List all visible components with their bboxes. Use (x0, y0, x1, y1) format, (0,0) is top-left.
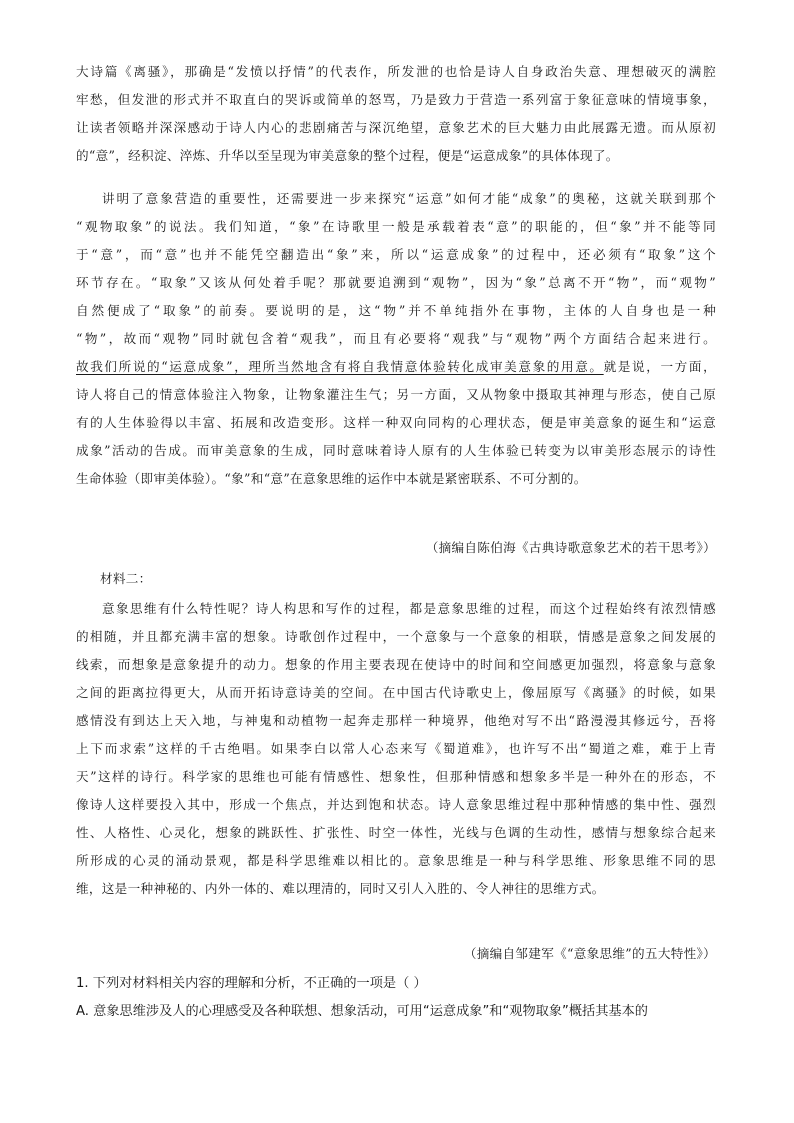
paragraph-guanwu-quxiang (76, 185, 716, 493)
paragraph-continuation (76, 58, 716, 170)
text-segment: 就是说，一方面， (603, 359, 716, 374)
material-2-heading: 材料二： (100, 571, 152, 586)
text-line: 性、人格性、心灵化，想象的跳跃性、扩张性、时空一体性，光线与色调的生动性，感情与想象综合起来 (76, 825, 716, 840)
text-line: 天”这样的诗行。科学家的思维也可能有情感性、想象性，但那种情感和想象多半是一种外在的形态，不 (76, 769, 716, 784)
text-line: “观物取象”的说法。我们知道，“象”在诗歌里一般是承载着表“意”的职能的，但“象”并不能等同 (76, 219, 716, 234)
text-line: 意象思维有什么特性呢？诗人构思和写作的过程，都是意象思维的过程，而这个过程始终有浓烈情感 (102, 601, 716, 616)
text-line: 牢愁，但发泄的形式并不取直白的哭诉或简单的怒骂，乃是致力于营造一系列富于象征意味的情境事象， (76, 92, 716, 107)
source-citation-2: （摘编自邹建军《“意象思维”的五大特性》） (463, 946, 716, 961)
text-line: 感情没有到达上天入地，与神鬼和动植物一起奔走那样一种境界，他绝对写不出“路漫漫其修远兮，吾将 (76, 713, 716, 728)
text-line: 成象”活动的告成。而审美意象的生成，同时意味着诗人原有的人生体验已转变为以审美形态展示的诗性 (76, 443, 716, 458)
text-line: 所形成的心灵的涌动景观，都是科学思维难以相比的。意象思维是一种与科学思维、形象思维不同的思 (76, 853, 716, 868)
text-line: 上下而求索”这样的千古绝唱。如果李白以常人心态来写《蜀道难》，也许写不出“蜀道之难，难于上青 (76, 741, 716, 756)
underlined-sentence: 故我们所说的“运意成象”，理所当然地含有将自我情意体验转化成审美意象的用意。 (76, 359, 604, 374)
text-line: 的相随，并且都充满丰富的想象。诗歌创作过程中，一个意象与一个意象的相联，情感是意象之间发展的 (76, 629, 716, 644)
text-line: 讲明了意象营造的重要性，还需要进一步来探究“运意”如何才能“成象”的奥秘，这就关联到那个 (102, 191, 716, 206)
text-line: 诗人将自己的情意体验注入物象，让物象灌注生气；另一方面，又从物象中摄取其神理与形态，使自己原 (76, 387, 716, 402)
text-line: 的“意”，经积淀、淬炼、升华以至呈现为审美意象的整个过程，便是“运意成象”的具体体现了。 (76, 148, 619, 163)
text-line: 自然便成了“取象”的前奏。要说明的是，这“物”并不单纯指外在事物，主体的人自身也是一种 (76, 303, 716, 318)
text-line: 环节存在。“取象”又该从何处着手呢？那就要追溯到“观物”，因为“象”总离不开“物”，而“观物” (76, 275, 716, 290)
text-line: 生命体验（即审美体验）。“象”和“意”在意象思维的运作中本就是紧密联系、不可分割的。 (76, 471, 587, 486)
text-line: “物”，故而“观物”同时就包含着“观我”，而且有必要将“观我”与“观物”两个方面结合起来进行。 (76, 331, 716, 346)
question-1-stem: 1. 下列对材料相关内容的理解和分析，不正确的一项是（ ） (76, 976, 427, 991)
text-line: 让读者领略并深深感动于诗人内心的悲剧痛苦与深沉绝望，意象艺术的巨大魅力由此展露无遗。而从原初 (76, 120, 716, 135)
paragraph-material-2 (76, 595, 716, 903)
source-citation-1: （摘编自陈伯海《古典诗歌意象艺术的若干思考》） (425, 540, 716, 555)
text-line: 大诗篇《离骚》，那确是“发愤以抒情”的代表作，所发泄的也恰是诗人自身政治失意、理想破灭的满腔 (76, 64, 716, 79)
text-line: 之间的距离拉得更大，从而开拓诗意诗美的空间。在中国古代诗歌史上，像屈原写《离骚》的时候，如果 (76, 685, 716, 700)
text-line: 线索，而想象是意象提升的动力。想象的作用主要表现在使诗中的时间和空间感更加强烈，将意象与意象 (76, 657, 716, 672)
text-line-underlined (76, 353, 716, 381)
text-line: 于“意”，而“意”也并不能凭空翻造出“象”来，所以“运意成象”的过程中，还必须有“取象”这个 (76, 247, 716, 262)
text-line: 维，这是一种神秘的、内外一体的、难以理清的，同时又引人入胜的、令人神往的思维方式。 (76, 881, 605, 896)
text-line: 有的人生体验得以丰富、拓展和改造变形。这样一种双向同构的心理状态，便是审美意象的诞生和“运意 (76, 415, 716, 430)
question-1-option-a: A. 意象思维涉及人的心理感受及各种联想、想象活动，可用“运意成象”和“观物取象”概括其基本的 (76, 1004, 648, 1019)
text-line: 像诗人这样要投入其中，形成一个焦点，并达到饱和状态。诗人意象思维过程中那种情感的集中性、强烈 (76, 797, 716, 812)
